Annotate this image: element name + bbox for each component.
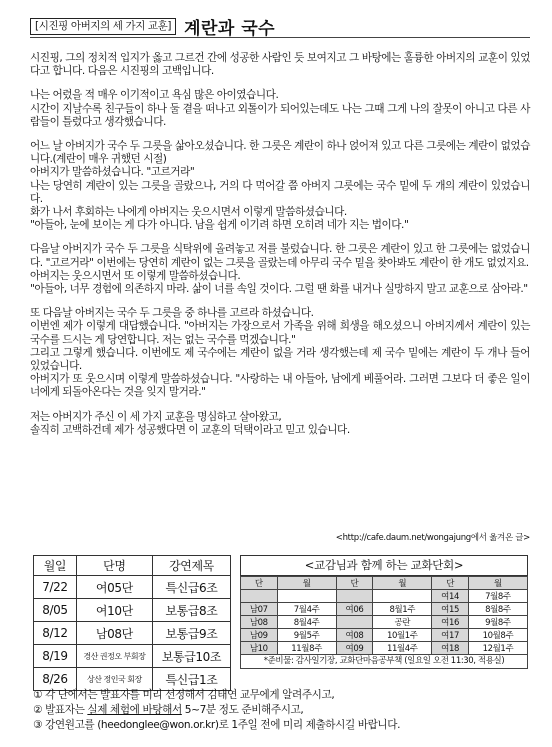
footnote-item — [33, 688, 400, 703]
article-paragraph: 그리고 그렇게 했습니다. 이번에도 제 국수에는 계란이 없을 거라 생각했는데 제 국수 밑에는 계란이 두 개나 들어 있었습니다. — [30, 346, 530, 373]
article-paragraph: 아버지는 웃으시면서 또 이렇게 말씀하셨습니다. — [30, 269, 241, 282]
unit-row — [241, 616, 528, 629]
unit-team-cell: 여17 — [432, 629, 469, 642]
unit-team-cell: 남07 — [241, 603, 278, 616]
unit-month-cell — [277, 590, 336, 603]
schedule-team: 여05단 — [76, 576, 152, 599]
schedule-header: 강연제목 — [152, 556, 230, 576]
unit-month-cell: 9월5주 — [277, 629, 336, 642]
footnote-text: ② 발표자는 — [33, 704, 88, 716]
series-tag: [시진핑 아버지의 세 가지 교훈] — [30, 18, 176, 35]
unit-month-cell: 공란 — [373, 616, 432, 629]
footnote-text: ① 각 단에서는 발표자를 미리 선정해서 김태연 교무에게 알려주시고, — [33, 689, 335, 701]
article-paragraph: 또 다음날 아버지는 국수 두 그릇을 중 하나를 고르라 하셨습니다. — [30, 307, 314, 320]
schedule-row — [34, 622, 231, 645]
unit-team-cell: 여08 — [336, 629, 373, 642]
unit-header-row — [241, 577, 528, 590]
unit-month-cell: 11월8주 — [277, 642, 336, 655]
title-bar — [30, 14, 275, 39]
unit-team-cell: 남09 — [241, 629, 278, 642]
page-title: 계란과 국수 — [184, 19, 276, 39]
schedule-date: 8/26 — [34, 668, 77, 691]
unit-header: 월 — [468, 577, 527, 590]
unit-row — [241, 590, 528, 603]
schedule-topic: 보통급8조 — [152, 599, 230, 622]
footnote-text: ③ 강연원고를 (heedonglee@won.or.kr)로 1주일 전에 미리 제출하시길 바랍니다. — [33, 719, 401, 731]
unit-team-cell: 여09 — [336, 642, 373, 655]
unit-row — [241, 629, 528, 642]
unit-team-cell — [336, 616, 373, 629]
unit-month-cell: 8월1주 — [373, 603, 432, 616]
unit-header: 월 — [373, 577, 432, 590]
schedule-team: 상산 정인국 회장 — [76, 668, 152, 691]
schedule-topic: 보통급10조 — [152, 645, 230, 668]
unit-team-cell: 여15 — [432, 603, 469, 616]
unit-team-cell — [241, 590, 278, 603]
unit-team-cell: 여14 — [432, 590, 469, 603]
article-paragraph: 화가 나서 후회하는 나에게 아버지는 웃으시면서 이렇게 말씀하셨습니다. — [30, 206, 347, 219]
unit-header: 단 — [432, 577, 469, 590]
schedule-table — [33, 555, 231, 691]
footnote-text: 5~7분 정도 준비해주시고, — [181, 704, 304, 716]
schedule-team: 여10단 — [76, 599, 152, 622]
source-citation: <http://cafe.daum.net/wongajung에서 옮겨온 글> — [335, 533, 530, 543]
unit-team-cell — [336, 590, 373, 603]
article-paragraph: "아들아, 눈에 보이는 게 다가 아니다. 남을 쉽게 이기려 하면 오히려 네가 지는 법이다." — [30, 219, 409, 232]
unit-month-cell: 10월8주 — [468, 629, 527, 642]
article-body — [30, 52, 530, 437]
unit-header: 단 — [241, 577, 278, 590]
unit-month-cell: 12월1주 — [468, 642, 527, 655]
unit-month-cell: 10월1주 — [373, 629, 432, 642]
schedule-row — [34, 645, 231, 668]
unit-row — [241, 642, 528, 655]
unit-meeting-title: <교감님과 함께 하는 교화단회> — [240, 555, 528, 576]
unit-row — [241, 603, 528, 616]
schedule-topic: 특신급6조 — [152, 576, 230, 599]
article-paragraph: 나는 어렸을 적 매우 이기적이고 욕심 많은 아이였습니다. — [30, 89, 279, 102]
schedule-date: 8/05 — [34, 599, 77, 622]
unit-month-cell: 7월4주 — [277, 603, 336, 616]
article-paragraph: 이번엔 제가 이렇게 대답했습니다. "아버지는 가장으로서 가족을 위해 희생을 해오셨으니 아버지께서 계란이 있는 국수를 드시는 게 당연합니다. 저는 없는 국수를 먹겠습니다." — [30, 320, 530, 346]
article-paragraph: "아들아, 너무 경험에 의존하지 마라. 삶이 너를 속일 것이다. 그럴 땐 화를 내거나 실망하지 말고 교훈으로 삼아라." — [30, 283, 528, 296]
unit-team-cell: 여18 — [432, 642, 469, 655]
unit-month-cell: 7월8주 — [468, 590, 527, 603]
schedule-row — [34, 599, 231, 622]
article-paragraph: 솔직히 고백하건데 제가 성공했다면 이 교훈의 덕택이라고 믿고 있습니다. — [30, 423, 350, 436]
schedule-topic: 특신급1조 — [152, 668, 230, 691]
schedule-row — [34, 576, 231, 599]
schedule-date: 8/12 — [34, 622, 77, 645]
unit-meeting-table — [240, 576, 528, 655]
footnote-emphasis: 실제 체험에 바탕해서 — [87, 704, 182, 716]
article-paragraph: 나는 당연히 계란이 있는 그릇을 골랐으나, 거의 다 먹어갈 쯤 아버지 그릇에는 국수 밑에 두 개의 계란이 있었습니다. — [30, 179, 530, 205]
unit-meeting-note: *준비물: 감사일기장, 교화단마음공부책 (일요일 오전 11:30, 적용실) — [240, 655, 528, 669]
schedule-team: 경산 권정오 부회장 — [76, 645, 152, 668]
unit-team-cell: 남10 — [241, 642, 278, 655]
title-divider — [30, 37, 530, 38]
unit-team-cell: 여16 — [432, 616, 469, 629]
unit-team-cell: 남08 — [241, 616, 278, 629]
schedule-date: 7/22 — [34, 576, 77, 599]
article-paragraph: 어느 날 아버지가 국수 두 그릇을 삶아오셨습니다. 한 그릇은 계란이 하나 얹어져 있고 다른 그릇에는 계란이 없었습니다.(계란이 매우 귀했던 시절) — [30, 140, 530, 166]
article-paragraph: 저는 아버지가 주신 이 세 가지 교훈을 명심하고 살아왔고, — [30, 410, 282, 423]
unit-month-cell: 11월4주 — [373, 642, 432, 655]
unit-month-cell: 9월8주 — [468, 616, 527, 629]
schedule-header: 월일 — [34, 556, 77, 576]
schedule-date: 8/19 — [34, 645, 77, 668]
article-paragraph: 시진핑, 그의 정치적 입지가 옳고 그르건 간에 성공한 사람인 듯 보여지고 그 바탕에는 훌륭한 아버지의 교훈이 있었다고 합니다. 다음은 시진핑의 고백입니다. — [30, 52, 530, 78]
unit-month-cell — [373, 590, 432, 603]
unit-header: 단 — [336, 577, 373, 590]
article-paragraph: 아버지가 말씀하셨습니다. "고르거라" — [30, 166, 195, 179]
unit-month-cell: 8월8주 — [468, 603, 527, 616]
footnotes — [33, 688, 400, 733]
schedule-header: 단명 — [76, 556, 152, 576]
article-paragraph: 시간이 지날수록 친구들이 하나 둘 곁을 떠나고 외톨이가 되어있는데도 나는 그때 그게 나의 잘못이 아니고 다른 사람들이 틀렸다고 생각했습니다. — [30, 102, 530, 128]
footnote-item — [33, 703, 400, 718]
unit-month-cell: 8월4주 — [277, 616, 336, 629]
schedule-header-row — [34, 556, 231, 576]
footnote-item — [33, 718, 400, 733]
unit-header: 월 — [277, 577, 336, 590]
unit-meeting-box — [240, 555, 528, 669]
article-paragraph: 아버지가 또 웃으시며 이렇게 말씀하셨습니다. "사랑하는 내 아들아, 남에게 베풀어라. 그러면 그보다 더 좋은 일이 너에게 되돌아온다는 것을 잊지 말거라." — [30, 373, 530, 399]
unit-team-cell: 여06 — [336, 603, 373, 616]
schedule-topic: 보통급9조 — [152, 622, 230, 645]
article-paragraph: 다음날 아버지가 국수 두 그릇을 식탁위에 올려놓고 저를 불렀습니다. 한 그릇은 계란이 있고 한 그릇에는 없었습니다. "고르거라" 이번에는 당연히 계란이 없는 그릇을 골랐는데 아무리 국수 밑을 찾아봐도 계란이 한 개도 없었지요. — [30, 243, 530, 269]
schedule-team: 남08단 — [76, 622, 152, 645]
